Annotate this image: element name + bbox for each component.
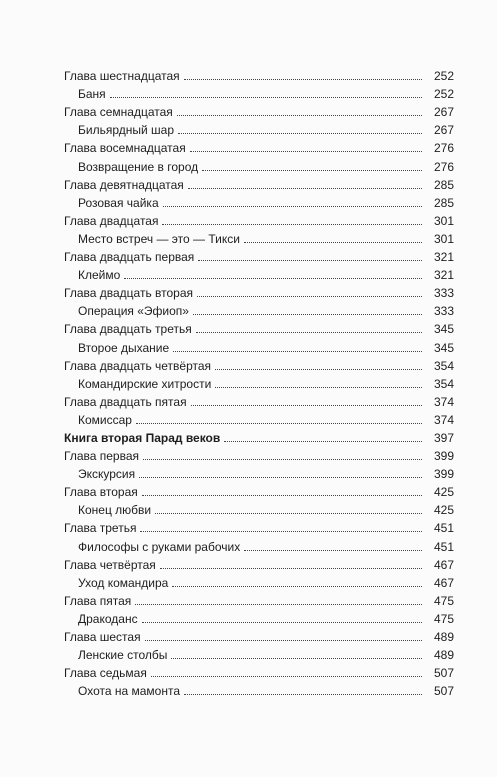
toc-page-number: 333 <box>433 286 454 301</box>
dot-leader <box>136 423 422 424</box>
dot-leader <box>215 387 422 388</box>
dot-leader <box>145 640 422 641</box>
toc-chapter-entry <box>64 137 454 155</box>
dot-leader <box>135 604 422 605</box>
toc-page-number: 489 <box>433 648 454 663</box>
toc-page-number: 354 <box>433 358 454 373</box>
toc-page-number: 451 <box>433 521 454 536</box>
toc-chapter-entry <box>64 210 454 228</box>
dot-leader <box>224 441 422 442</box>
toc-entry-title: Глава шестая <box>64 630 141 644</box>
dot-leader <box>190 151 422 152</box>
toc-entry-title: Глава двадцать пятая <box>64 394 187 409</box>
toc-page-number: 252 <box>433 87 454 102</box>
dot-leader <box>173 351 422 352</box>
dot-leader <box>196 332 422 333</box>
dot-leader <box>202 170 422 171</box>
toc-entry-title: Баня <box>78 87 106 102</box>
toc-chapter-entry <box>64 65 454 83</box>
toc-entry-title: Уход командира <box>78 575 169 590</box>
toc-section-entry <box>64 300 454 318</box>
dot-leader <box>142 622 422 623</box>
toc-page-number: 399 <box>433 449 454 464</box>
toc-page-number: 374 <box>433 412 454 427</box>
toc-page-number: 425 <box>433 485 454 500</box>
toc-entry-title: Экскурсия <box>78 467 136 482</box>
toc-chapter-entry <box>64 445 454 463</box>
toc-entry-title: Второе дыхание <box>78 340 170 355</box>
toc-entry-title: Глава шестнадцатая <box>64 69 180 84</box>
dot-leader <box>110 97 422 98</box>
toc-section-entry <box>64 228 454 246</box>
dot-leader <box>197 296 422 297</box>
toc-section-entry <box>64 680 454 698</box>
toc-page-number: 301 <box>433 231 454 246</box>
toc-page-number: 285 <box>433 177 454 192</box>
toc-page-number: 333 <box>433 304 454 319</box>
toc-section-entry <box>64 644 454 662</box>
toc-page-number: 267 <box>433 105 454 120</box>
dot-leader <box>178 133 422 134</box>
toc-entry-title: Глава двадцатая <box>64 213 159 228</box>
dot-leader <box>139 477 422 478</box>
toc-chapter-entry <box>64 662 454 680</box>
toc-entry-title: Глава восемнадцатая <box>64 141 186 156</box>
toc-entry-title: Глава семнадцатая <box>64 105 173 120</box>
toc-section-entry <box>64 463 454 481</box>
toc-section-entry <box>64 572 454 590</box>
dot-leader <box>160 568 422 569</box>
toc-entry-title: Философы с руками рабочих <box>78 539 241 554</box>
toc-page-number: 267 <box>433 123 454 138</box>
toc-section-entry <box>64 535 454 553</box>
toc-page-number: 451 <box>433 539 454 554</box>
dot-leader <box>191 405 422 406</box>
toc-page-number: 399 <box>433 467 454 482</box>
toc-entry-title: Дракоданс <box>78 611 138 626</box>
toc-page-number: 301 <box>433 213 454 228</box>
dot-leader <box>124 278 422 279</box>
dot-leader <box>177 115 422 116</box>
toc-entry-title: Ленские столбы <box>78 648 168 663</box>
dot-leader <box>198 260 422 261</box>
dot-leader <box>143 459 422 460</box>
toc-page-number: 475 <box>433 611 454 626</box>
toc-page-number: 345 <box>433 322 454 337</box>
toc-chapter-entry <box>64 282 454 300</box>
dot-leader <box>193 314 422 315</box>
toc-page-number: 374 <box>433 394 454 409</box>
toc-page-number: 507 <box>433 666 454 681</box>
toc-book-heading <box>64 427 454 445</box>
dot-leader <box>244 550 422 551</box>
dot-leader <box>244 242 422 243</box>
toc-chapter-entry <box>64 174 454 192</box>
toc-section-entry <box>64 192 454 210</box>
toc-page-number: 489 <box>433 630 454 644</box>
toc-section-entry <box>64 608 454 626</box>
toc-page-number: 354 <box>433 376 454 391</box>
toc-entry-title: Книга вторая Парад веков <box>64 430 221 445</box>
toc-chapter-entry <box>64 246 454 264</box>
toc-page-number: 345 <box>433 340 454 355</box>
toc-chapter-entry <box>64 626 454 644</box>
toc-entry-title: Глава двадцать первая <box>64 250 195 265</box>
toc-page-number: 475 <box>433 593 454 608</box>
toc-entry-title: Клеймо <box>78 268 121 283</box>
toc-entry-title: Глава четвёртая <box>64 557 156 572</box>
toc-entry-title: Глава пятая <box>64 593 132 608</box>
dot-leader <box>172 586 422 587</box>
toc-page-number: 276 <box>433 141 454 156</box>
dot-leader <box>155 513 422 514</box>
toc-entry-title: Глава двадцать третья <box>64 322 192 337</box>
toc-entry-title: Возвращение в город <box>78 159 199 174</box>
toc-page-number: 397 <box>433 430 454 445</box>
dot-leader <box>184 694 422 695</box>
toc-page-number: 321 <box>433 250 454 265</box>
toc-section-entry <box>64 499 454 517</box>
toc-page-number: 425 <box>433 503 454 518</box>
dot-leader <box>142 495 422 496</box>
dot-leader <box>171 658 422 659</box>
toc-entry-title: Бильярдный шар <box>78 123 174 138</box>
toc-entry-title: Глава седьмая <box>64 666 147 681</box>
toc-chapter-entry <box>64 481 454 499</box>
toc-section-entry <box>64 336 454 354</box>
table-of-contents <box>64 65 454 698</box>
toc-page-number: 276 <box>433 159 454 174</box>
toc-entry-title: Глава девятнадцатая <box>64 177 184 192</box>
toc-chapter-entry <box>64 554 454 572</box>
toc-entry-title: Место встреч — это — Тикси <box>78 231 240 246</box>
toc-section-entry <box>64 373 454 391</box>
toc-chapter-entry <box>64 517 454 535</box>
toc-page-number: 467 <box>433 557 454 572</box>
dot-leader <box>163 206 422 207</box>
toc-chapter-entry <box>64 101 454 119</box>
dot-leader <box>162 224 422 225</box>
toc-chapter-entry <box>64 391 454 409</box>
toc-page-number: 467 <box>433 575 454 590</box>
toc-entry-title: Глава вторая <box>64 485 138 500</box>
toc-entry-title: Глава двадцать четвёртая <box>64 358 212 373</box>
toc-chapter-entry <box>64 355 454 373</box>
toc-section-entry <box>64 409 454 427</box>
toc-chapter-entry <box>64 590 454 608</box>
dot-leader <box>151 676 422 677</box>
toc-section-entry <box>64 264 454 282</box>
dot-leader <box>215 369 422 370</box>
toc-entry-title: Глава первая <box>64 449 140 464</box>
toc-section-entry <box>64 155 454 173</box>
toc-entry-title: Охота на мамонта <box>78 684 180 699</box>
toc-entry-title: Командирские хитрости <box>78 376 212 391</box>
toc-entry-title: Операция «Эфиоп» <box>78 304 189 319</box>
toc-chapter-entry <box>64 318 454 336</box>
toc-section-entry <box>64 83 454 101</box>
toc-entry-title: Глава третья <box>64 521 137 536</box>
toc-page-number: 507 <box>433 684 454 699</box>
toc-page-number: 252 <box>433 69 454 84</box>
toc-page-number: 321 <box>433 268 454 283</box>
toc-entry-title: Комиссар <box>78 412 132 427</box>
toc-entry-title: Конец любви <box>78 503 152 518</box>
toc-page-number: 285 <box>433 195 454 210</box>
toc-entry-title: Розовая чайка <box>78 195 159 210</box>
dot-leader <box>140 531 422 532</box>
toc-section-entry <box>64 119 454 137</box>
toc-entry-title: Глава двадцать вторая <box>64 286 194 301</box>
dot-leader <box>184 79 422 80</box>
dot-leader <box>188 188 422 189</box>
